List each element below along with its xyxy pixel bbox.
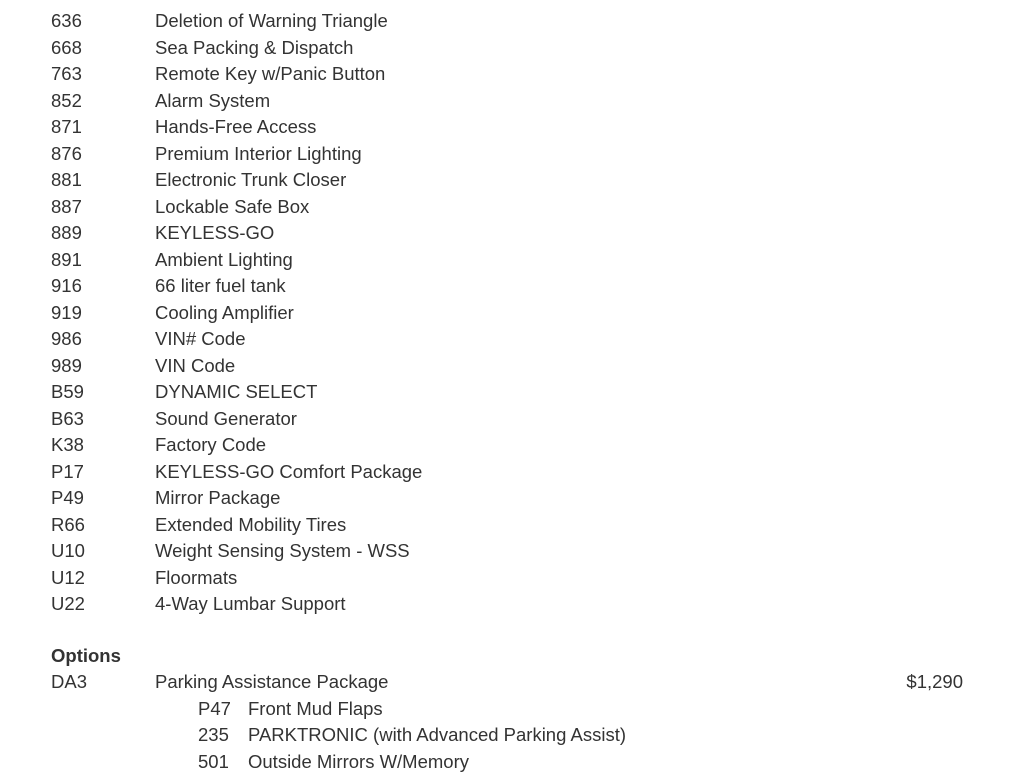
feature-code: B63 (51, 407, 84, 429)
feature-row (0, 114, 1024, 140)
feature-description: Weight Sensing System - WSS (155, 540, 410, 561)
feature-row (0, 8, 1024, 34)
feature-description: VIN Code (155, 354, 236, 376)
feature-code: B59 (51, 381, 84, 402)
feature-description: KEYLESS-GO Comfort Package (155, 460, 423, 482)
feature-description: Premium Interior Lighting (155, 142, 362, 164)
feature-code: 989 (51, 354, 82, 376)
feature-code: P49 (51, 487, 84, 508)
feature-row (0, 353, 1024, 379)
feature-row (0, 591, 1024, 617)
option-row (0, 669, 1024, 695)
feature-description: Extended Mobility Tires (155, 513, 347, 535)
feature-row (0, 88, 1024, 114)
options-heading: Options (51, 645, 121, 666)
feature-code: P17 (51, 460, 84, 482)
feature-code: U22 (51, 593, 85, 614)
feature-code: 876 (51, 142, 82, 164)
sub-item-code: 235 (198, 724, 229, 745)
feature-row (0, 432, 1024, 458)
feature-code: 871 (51, 116, 82, 137)
feature-code: 919 (51, 301, 82, 323)
feature-description: Remote Key w/Panic Button (155, 63, 386, 84)
sub-item-code: P47 (198, 697, 231, 719)
sub-item-code: 501 (198, 750, 229, 772)
feature-description: Cooling Amplifier (155, 301, 294, 323)
feature-row (0, 512, 1024, 538)
feature-code: 668 (51, 36, 82, 58)
feature-description: Mirror Package (155, 487, 281, 508)
feature-code: 887 (51, 195, 82, 217)
feature-description: Sea Packing & Dispatch (155, 36, 354, 58)
feature-row (0, 379, 1024, 405)
feature-row (0, 273, 1024, 299)
sub-item-description: PARKTRONIC (with Advanced Parking Assist) (248, 724, 627, 745)
feature-code: U10 (51, 540, 85, 561)
feature-description: KEYLESS-GO (155, 222, 275, 243)
feature-description: Floormats (155, 566, 238, 588)
feature-description: Sound Generator (155, 407, 297, 429)
option-sub-item (0, 749, 1024, 775)
option-description: Parking Assistance Package (155, 671, 389, 692)
feature-code: 881 (51, 169, 82, 190)
feature-description: Hands-Free Access (155, 116, 317, 137)
feature-description: VIN# Code (155, 328, 246, 349)
feature-row (0, 247, 1024, 273)
option-sub-item (0, 696, 1024, 722)
feature-description: Factory Code (155, 434, 267, 455)
feature-row (0, 61, 1024, 87)
feature-row (0, 300, 1024, 326)
feature-code: 636 (51, 10, 82, 31)
feature-description: Ambient Lighting (155, 248, 293, 270)
feature-description: Lockable Safe Box (155, 195, 310, 217)
feature-row (0, 35, 1024, 61)
feature-row (0, 326, 1024, 352)
feature-row (0, 141, 1024, 167)
feature-row (0, 485, 1024, 511)
feature-code: K38 (51, 434, 84, 455)
feature-code: 763 (51, 63, 82, 84)
feature-code: 889 (51, 222, 82, 243)
feature-code: 916 (51, 275, 82, 296)
feature-description: Deletion of Warning Triangle (155, 10, 388, 31)
feature-code: R66 (51, 513, 85, 535)
option-sub-item (0, 722, 1024, 748)
option-price: $1,290 (906, 671, 963, 692)
feature-code: 852 (51, 89, 82, 111)
feature-description: 66 liter fuel tank (155, 275, 286, 296)
feature-row (0, 220, 1024, 246)
feature-description: DYNAMIC SELECT (155, 381, 318, 402)
feature-description: Alarm System (155, 89, 271, 111)
option-code: DA3 (51, 671, 87, 692)
feature-row (0, 167, 1024, 193)
feature-row (0, 459, 1024, 485)
feature-row (0, 565, 1024, 591)
feature-code: U12 (51, 566, 85, 588)
feature-row (0, 194, 1024, 220)
feature-row (0, 538, 1024, 564)
feature-code: 986 (51, 328, 82, 349)
sub-item-description: Outside Mirrors W/Memory (248, 750, 469, 772)
feature-code: 891 (51, 248, 82, 270)
feature-description: 4-Way Lumbar Support (155, 593, 346, 614)
feature-description: Electronic Trunk Closer (155, 169, 347, 190)
sub-item-description: Front Mud Flaps (248, 697, 383, 719)
feature-row (0, 406, 1024, 432)
